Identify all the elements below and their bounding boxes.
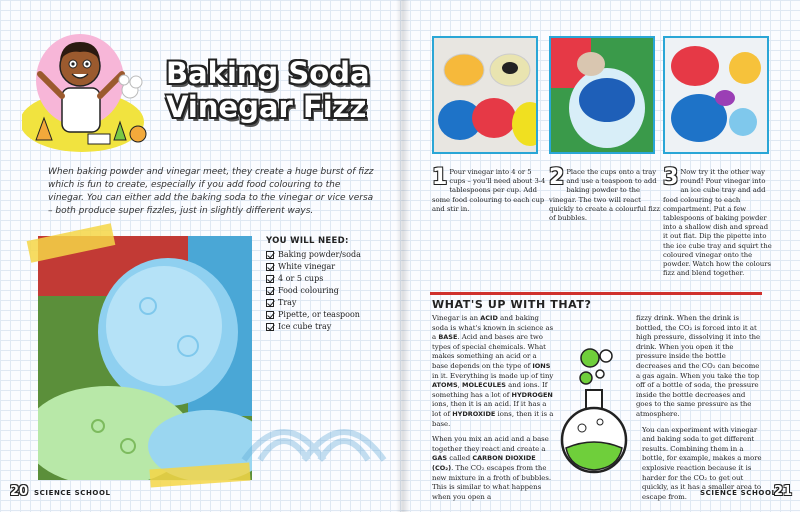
intro-paragraph: When baking powder and vinegar meet, they create a huge burst of fizz which is fun to create, especially if you add food colouring to the vinegar. You can either add the baking soda to the vinegar or vice versa – both produce super fizzles, just in slightly different ways. xyxy=(48,167,374,216)
step-photo-1 xyxy=(432,36,538,154)
checkbox-icon xyxy=(266,299,274,307)
footer-left: SCIENCE SCHOOL xyxy=(34,489,111,497)
foam-photo xyxy=(38,236,252,480)
step-3 xyxy=(663,165,773,278)
explanation-paragraph: You can experiment with vinegar and baking soda to get different results. Combining them in a bottle, for example, makes a more explosive reaction because it is harder for the CO₂ to get out quickly, as it has a smaller area to escape from. xyxy=(642,425,762,501)
need-item: Pipette, or teaspoon xyxy=(266,309,386,321)
need-item: Ice cube tray xyxy=(266,321,386,333)
need-item: Baking powder/soda xyxy=(266,249,386,261)
checkbox-icon xyxy=(266,275,274,283)
you-will-need-list xyxy=(266,236,386,333)
step-number: 2 xyxy=(549,165,565,190)
checkbox-icon xyxy=(266,251,274,259)
cups-photo xyxy=(434,38,538,154)
explanation-paragraph: When you mix an acid and a base together they react and create a GAS called CARBON DIOXIDE (CO₂). The CO₂ escapes from the new mixture in a froth of bubbles. This is similar to what happens when you open a xyxy=(432,435,552,501)
step-text: Now try it the other way round! Pour vinegar into an ice cube tray and add food colouring to each compartment. Put a few tablespoons of baking powder into a shallow dish and spread it out flat. Dip the pipette into the ice cube tray and squirt the coloured vinegar onto the powder. Watch how the colours fizz and blend together. xyxy=(663,168,772,278)
checkbox-icon xyxy=(266,263,274,271)
need-heading: YOU WILL NEED: xyxy=(266,236,349,246)
step-text: Place the cups onto a tray and use a teaspoon to add baking powder to the vinegar. The two will react quickly to create a colourful fizz of bubbles. xyxy=(549,168,660,223)
scientist-illustration xyxy=(22,30,158,154)
page-title xyxy=(166,56,386,124)
title-line-2: Vinegar Fizz xyxy=(166,90,367,124)
checkbox-icon xyxy=(266,287,274,295)
explanation-paragraph: fizzy drink. When the drink is bottled, the CO₂ is forced into it at high pressure, dissolving it into the drink. When you open it the pressure inside the bottle decreases and the CO₂ can become a gas again. When you take the top off of a bottle of soda, the pressure inside the bottle decreases and goes to the same pressure as the atmosphere. xyxy=(636,314,761,418)
fizz-cup-photo xyxy=(551,38,655,154)
checkbox-icon xyxy=(266,311,274,319)
explanation-paragraph: Vinegar is an ACID and baking soda is what's known in science as a BASE. Acid and bases are two types of special chemicals. What makes something an acid or a base depends on the type of IONS in it. Everything is made up of tiny ATOMS, MOLECULES and ions. If something has a lot of HYDROGEN ions, then it is an acid. If it has a lot of HYDROXIDE ions, then it is a base. xyxy=(432,314,554,428)
watermark-logo xyxy=(224,404,524,464)
section-divider xyxy=(430,292,762,295)
step-photo-2 xyxy=(549,36,655,154)
footer-right: SCIENCE SCHOOL xyxy=(700,489,777,497)
need-item: Tray xyxy=(266,297,386,309)
step-1 xyxy=(432,165,546,214)
title-line-1: Baking Soda xyxy=(166,56,370,90)
need-item: Food colouring xyxy=(266,285,386,297)
step-photo-3 xyxy=(663,36,769,154)
section-heading: WHAT'S UP WITH THAT? xyxy=(432,298,592,311)
ice-tray-photo xyxy=(665,38,769,154)
page-number-left: 20 xyxy=(10,484,29,499)
flask-icon xyxy=(556,344,640,476)
step-text: Pour vinegar into 4 or 5 cups – you'll need about 3-4 tablespoons per cup. Add some food colouring to each cup and stir in. xyxy=(432,168,546,213)
step-number: 3 xyxy=(663,165,679,190)
page-number-right: 21 xyxy=(774,484,793,499)
checkbox-icon xyxy=(266,323,274,331)
need-item: 4 or 5 cups xyxy=(266,273,386,285)
step-2 xyxy=(549,165,663,223)
need-item: White vinegar xyxy=(266,261,386,273)
step-number: 1 xyxy=(432,165,448,190)
